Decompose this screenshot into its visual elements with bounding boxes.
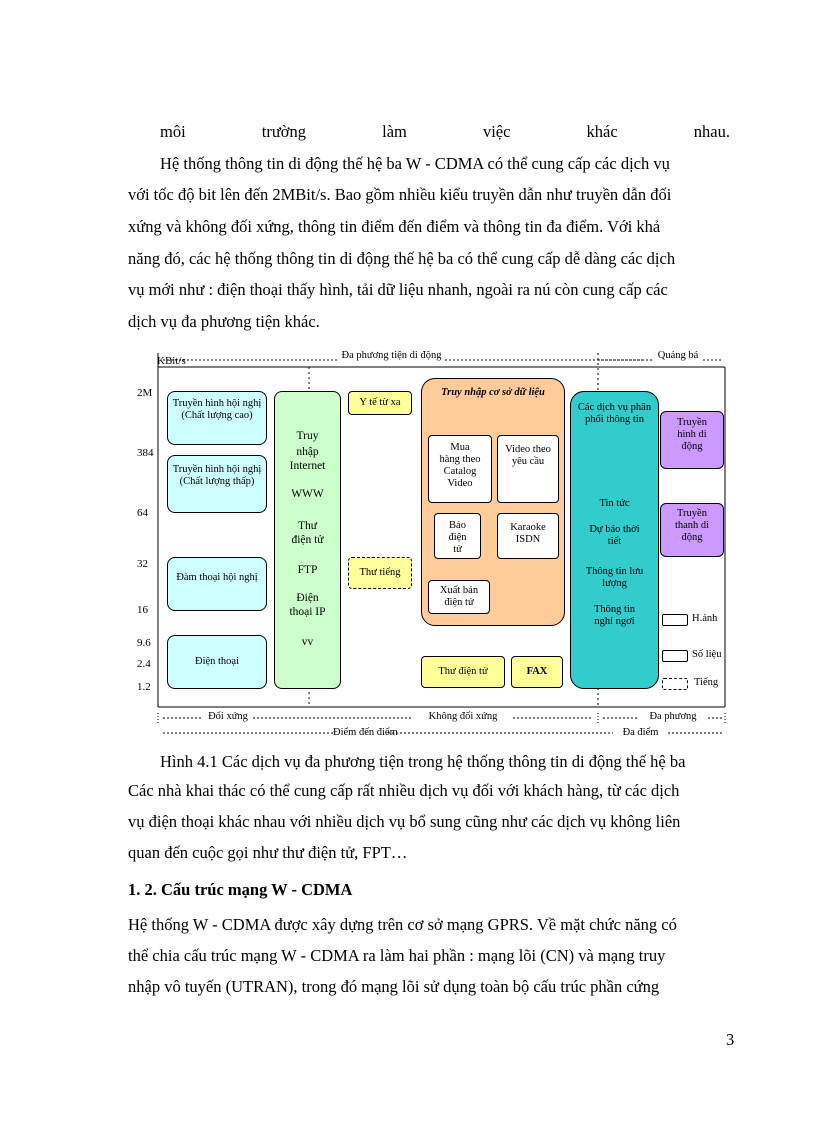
box-info-distribution: Các dịch vụ phân phối thông tin Tin tức Dự báo thời tiết Thông tin lưu lượng Thông tin nghỉ ngơi	[570, 391, 659, 689]
box-e-publishing: Xuất bản điện tử	[428, 580, 490, 614]
box-conf-call: Đàm thoại hội nghị	[167, 557, 267, 611]
y-tick: 9.6	[137, 637, 151, 649]
box-telemedicine: Y tế từ xa	[348, 391, 412, 415]
word: môi	[160, 122, 186, 141]
text-line: xứng và không đối xứng, thông tin điểm đến điểm và thông tin đa điểm. Với khả	[128, 217, 661, 236]
legend-image: H.ảnh	[692, 613, 718, 624]
y-tick: 2M	[137, 387, 153, 399]
box-phone: Điện thoại	[167, 635, 267, 689]
box-mobile-radio: Truyền thanh di động	[660, 503, 724, 557]
y-tick: 16	[137, 604, 148, 616]
legend-voice: Tiếng	[694, 677, 719, 688]
text-line: vụ điện thoại khác nhau với nhiều dịch vụ bổ sung cũng như các dịch vụ không liên	[128, 812, 681, 831]
page-number: 3	[726, 1030, 735, 1049]
text-line: vụ mới như : điện thoại thấy hình, tải dữ liệu nhanh, ngoài ra nú còn cung cấp các	[128, 280, 668, 299]
text-line: năng đó, các hệ thống thông tin di động thế hệ ba có thể cung cấp dễ dàng các dịch	[128, 249, 676, 268]
box-video-on-demand: Video theo yêu cầu	[497, 435, 559, 503]
section-heading: 1. 2. Cấu trúc mạng W - CDMA	[128, 880, 353, 899]
box-db-access: Truy nhập cơ sở dữ liệu	[421, 378, 565, 626]
box-e-newspaper: Báo điện tử	[434, 513, 481, 559]
text-line: Hệ thống W - CDMA được xây dựng trên cơ sở mạng GPRS. Về mặt chức năng có	[128, 915, 677, 934]
header-multimedia: Đa phương tiện di động	[341, 350, 442, 361]
y-tick: 32	[137, 558, 148, 570]
word: làm	[382, 122, 407, 141]
box-video-conf-hq: Truyền hình hội nghị (Chất lượng cao)	[167, 391, 267, 445]
box-voice-mail: Thư tiếng	[348, 557, 412, 589]
word: việc	[482, 122, 511, 141]
label-multipoint: Đa phương	[649, 711, 697, 722]
box-mobile-tv: Truyền hình di động	[660, 411, 724, 469]
label-multipoint2: Đa điểm	[622, 727, 659, 738]
label-p2p: Điểm đến điểm	[333, 727, 398, 738]
figure-caption: Hình 4.1 Các dịch vụ đa phương tiện trong hệ thống thông tin di động thế hệ ba	[160, 752, 686, 771]
legend-data: Số liệu	[692, 649, 722, 660]
box-internet: Truy nhập Internet WWW Thư điện tử FTP Điện thoại IP vv	[274, 391, 341, 689]
text-line: Các nhà khai thác có thể cung cấp rất nhiều dịch vụ đối với khách hàng, từ các dịch	[128, 781, 680, 800]
box-fax: FAX	[511, 656, 563, 688]
label-symmetric: Đối xứng	[208, 711, 248, 722]
text-line: thể chia cấu trúc mạng W - CDMA ra làm hai phần : mạng lõi (CN) và mạng truy	[128, 946, 666, 965]
box-email: Thư điện tử	[421, 656, 505, 688]
header-broadcast: Quảng bá	[657, 350, 699, 361]
label-asymmetric: Không đối xứng	[428, 711, 498, 722]
box-video-conf-lq: Truyền hình hội nghị (Chất lượng thấp)	[167, 455, 267, 513]
box-karaoke: Karaoke ISDN	[497, 513, 559, 559]
y-tick: 2.4	[137, 658, 151, 670]
services-diagram	[137, 345, 731, 740]
word: nhau.	[693, 122, 730, 141]
text-line: Hệ thống thông tin di động thế hệ ba W - CDMA có thể cung cấp các dịch vụ	[160, 154, 670, 173]
text-line: với tốc độ bit lên đến 2MBit/s. Bao gồm nhiều kiểu truyền dẫn như truyền dẫn đối	[128, 185, 672, 204]
box-catalog-shopping: Mua hàng theo Catalog Video	[428, 435, 492, 503]
y-tick: 384	[137, 447, 154, 459]
y-unit-label: KBit/s	[157, 355, 186, 367]
y-tick: 64	[137, 507, 148, 519]
text-line: dịch vụ đa phương tiện khác.	[128, 312, 320, 331]
text-line: nhập vô tuyến (UTRAN), trong đó mạng lõi sử dụng toàn bộ cấu trúc phần cứng	[128, 977, 660, 996]
legend-voice-swatch	[662, 678, 688, 690]
top-line	[160, 122, 730, 142]
word: khác	[586, 122, 618, 141]
text-line: quan đến cuộc gọi như thư điện tử, FPT…	[128, 843, 408, 862]
legend-data-swatch	[662, 650, 688, 662]
legend-image-swatch	[662, 614, 688, 626]
y-tick: 1.2	[137, 681, 151, 693]
word: trường	[261, 122, 307, 141]
